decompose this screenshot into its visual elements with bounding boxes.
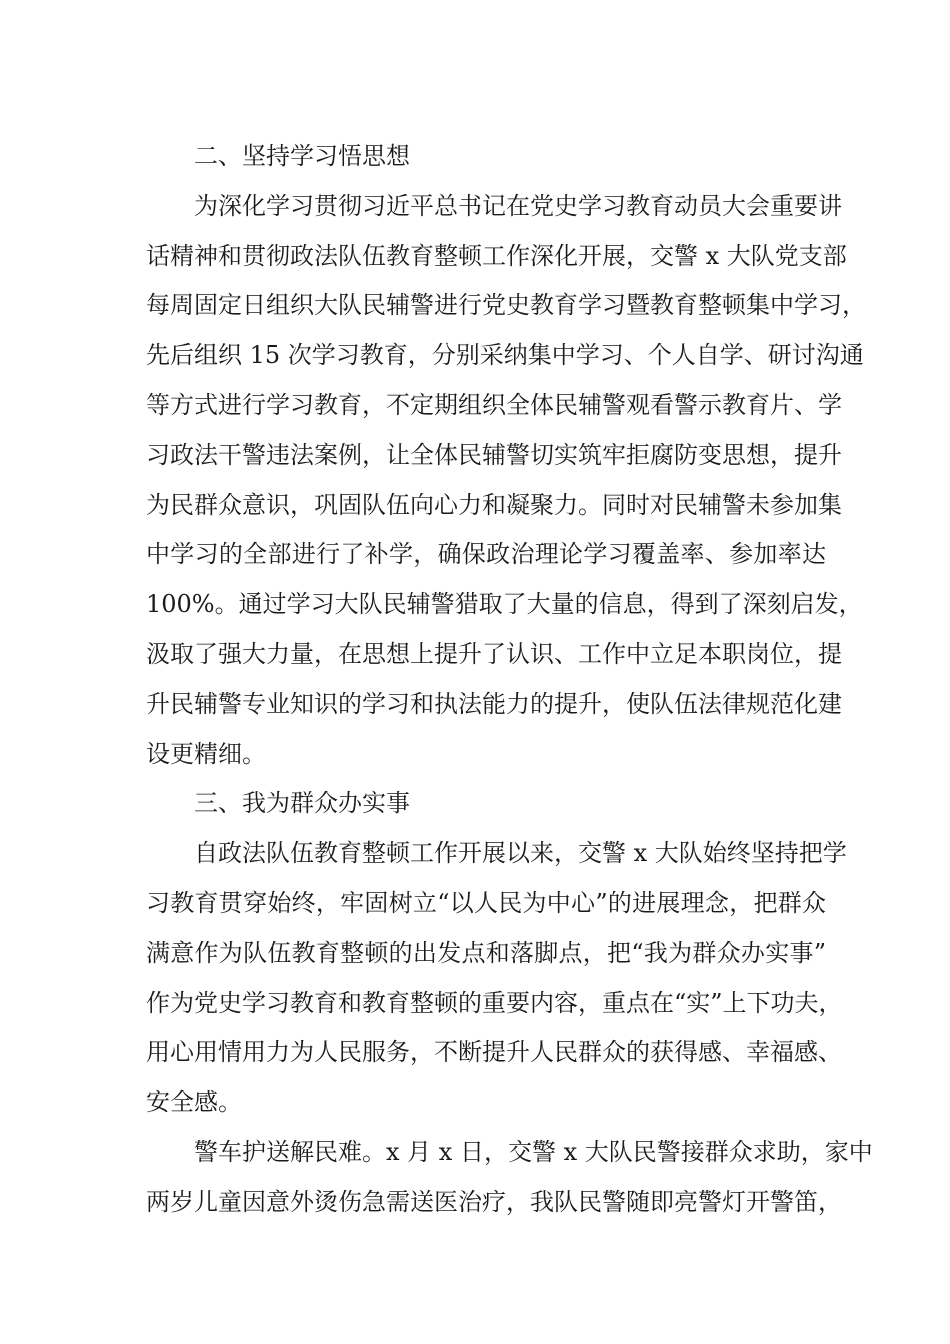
paragraph-line: 汲取了强大力量，在思想上提升了认识、工作中立足本职岗位，提 xyxy=(146,639,842,668)
document-body xyxy=(146,132,873,1228)
section-heading: 三、我为群众办实事 xyxy=(194,789,410,818)
paragraph-line: 中学习的全部进行了补学，确保政治理论学习覆盖率、参加率达 xyxy=(146,540,826,569)
paragraph-line: 升民辅警专业知识的学习和执法能力的提升，使队伍法律规范化建 xyxy=(146,689,842,718)
paragraph-line: 两岁儿童因意外烫伤急需送医治疗，我队民警随即亮警灯开警笛， xyxy=(146,1187,842,1216)
paragraph-line: 等方式进行学习教育，不定期组织全体民辅警观看警示教育片、学 xyxy=(146,390,842,419)
paragraph-line: 为深化学习贯彻习近平总书记在党史学习教育动员大会重要讲 xyxy=(194,191,842,220)
paragraph-line: 用心用情用力为人民服务，不断提升人民群众的获得感、幸福感、 xyxy=(146,1038,842,1067)
paragraph-line: 每周固定日组织大队民辅警进行党史教育学习暨教育整顿集中学习， xyxy=(146,291,866,320)
paragraph-line: 先后组织 15 次学习教育，分别采纳集中学习、个人自学、研讨沟通 xyxy=(146,341,864,370)
paragraph-line: 设更精细。 xyxy=(146,739,266,768)
paragraph-line: 习教育贯穿始终，牢固树立“以人民为中心”的进展理念，把群众 xyxy=(146,888,826,917)
section-heading: 二、坚持学习悟思想 xyxy=(194,142,410,170)
paragraph-line: 为民群众意识，巩固队伍向心力和凝聚力。同时对民辅警未参加集 xyxy=(146,490,842,519)
paragraph-line: 作为党史学习教育和教育整顿的重要内容，重点在“实”上下功夫， xyxy=(146,988,843,1017)
paragraph-line: 自政法队伍教育整顿工作开展以来，交警 x 大队始终坚持把学 xyxy=(194,839,847,868)
paragraph-line: 警车护送解民难。x 月 x 日，交警 x 大队民警接群众求助，家中 xyxy=(194,1137,873,1166)
paragraph-line: 话精神和贯彻政法队伍教育整顿工作深化开展，交警 x 大队党支部 xyxy=(146,241,847,270)
paragraph-line: 100%。通过学习大队民辅警猎取了大量的信息，得到了深刻启发， xyxy=(146,590,863,619)
paragraph-line: 习政法干警违法案例，让全体民辅警切实筑牢拒腐防变思想，提升 xyxy=(146,440,842,469)
paragraph-line: 满意作为队伍教育整顿的出发点和落脚点，把“我为群众办实事” xyxy=(146,938,826,967)
paragraph-line: 安全感。 xyxy=(146,1088,242,1117)
